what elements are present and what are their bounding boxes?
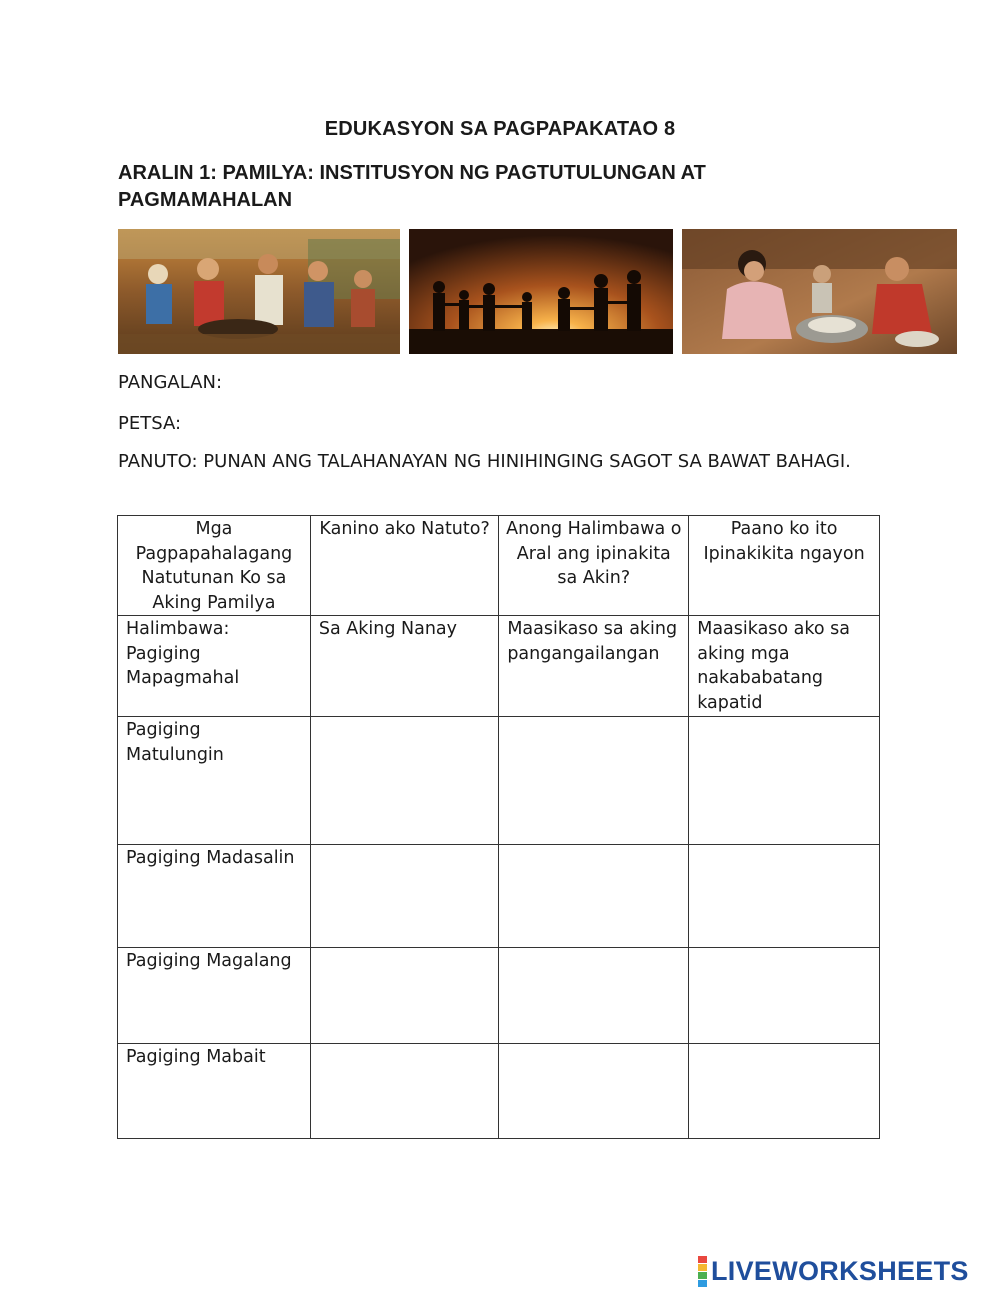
header-values: Mga Pagpapahalagang Natutunan Ko sa Aking Pamilya [118,516,311,616]
cell-example: Maasikaso sa aking pangangailangan [499,616,689,717]
table-row [118,616,880,717]
instructions: PANUTO: PUNAN ANG TALAHANAYAN NG HINIHINGING SAGOT SA BAWAT BAHAGI. [118,451,851,472]
header-learned-from: Kanino ako Natuto? [310,516,498,616]
family-sunset-silhouette [409,229,673,354]
page-title: EDUKASYON SA PAGPAPAKATAO 8 [324,118,676,140]
answer-cell[interactable] [310,948,498,1044]
table-row [118,845,880,948]
table-row [118,717,880,845]
answer-cell[interactable] [689,845,880,948]
answer-cell[interactable] [499,845,689,948]
header-example-lesson: Anong Halimbawa o Aral ang ipinakita sa Akin? [499,516,689,616]
values-table [117,515,880,1139]
brand-name: LIVEWORKSHEETS [711,1255,969,1286]
table-row [118,1044,880,1139]
cell-value: Pagiging Madasalin [118,845,311,948]
family-gathering-painting [118,229,400,354]
cell-learned-from: Sa Aking Nanay [310,616,498,717]
liveworksheets-logo[interactable] [698,1254,969,1288]
cell-value: Pagiging Matulungin [118,717,311,845]
lesson-title: ARALIN 1: PAMILYA: INSTITUSYON NG PAGTUTULUNGAN AT PAGMAMAHALAN [118,162,706,211]
answer-cell[interactable] [689,948,880,1044]
answer-cell[interactable] [689,1044,880,1139]
table-row [118,948,880,1044]
women-cooking-painting [682,229,957,354]
cell-value: Pagiging Magalang [118,948,311,1044]
cell-shown-now: Maasikaso ako sa aking mga nakababatang kapatid [689,616,880,717]
name-label: PANGALAN: [118,372,223,393]
answer-cell[interactable] [499,717,689,845]
answer-cell[interactable] [310,845,498,948]
answer-cell[interactable] [499,1044,689,1139]
table-header-row [118,516,880,616]
header-shown-now: Paano ko ito Ipinakikita ngayon [689,516,880,616]
answer-cell[interactable] [310,1044,498,1139]
answer-cell[interactable] [499,948,689,1044]
answer-cell[interactable] [310,717,498,845]
cell-value: Halimbawa: Pagiging Mapagmahal [118,616,311,717]
cell-value: Pagiging Mabait [118,1044,311,1139]
liveworksheets-mark-icon [698,1256,707,1287]
answer-cell[interactable] [689,717,880,845]
date-label: PETSA: [118,413,182,434]
